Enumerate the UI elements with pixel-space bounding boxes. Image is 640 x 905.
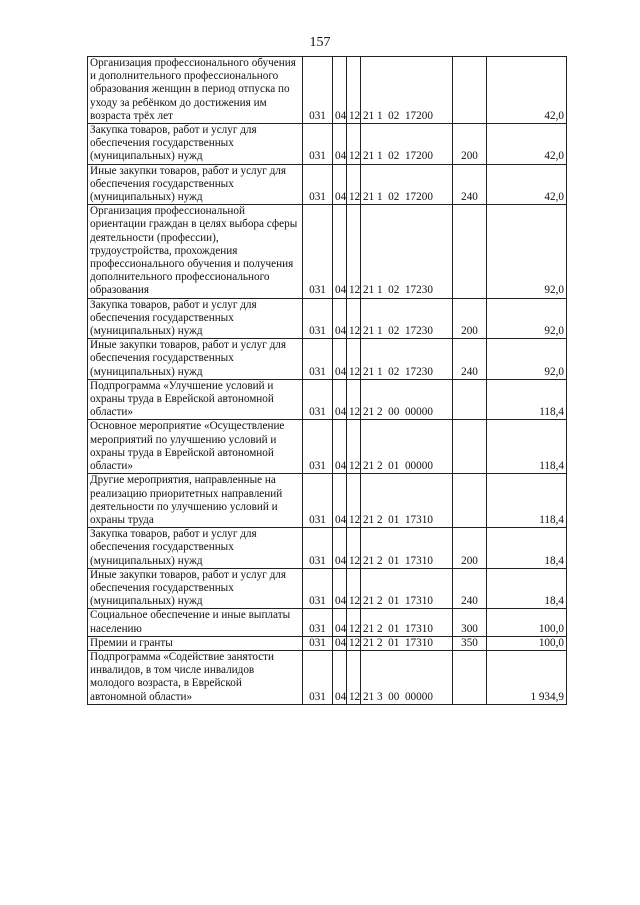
row-name: Подпрограмма «Содействие занятости инвалидов, в том числе инвалидов молодого возраста, в Еврейской автономной области»	[88, 650, 303, 704]
section-code: 04	[333, 650, 347, 704]
subsection-code: 12	[347, 609, 361, 636]
amount: 100,0	[487, 636, 567, 650]
expense-type-code	[453, 474, 487, 528]
budget-table	[87, 56, 567, 705]
subsection-code: 12	[347, 57, 361, 124]
target-article-code: 21 2 01 17310	[361, 528, 453, 569]
amount: 18,4	[487, 528, 567, 569]
subsection-code: 12	[347, 164, 361, 205]
subsection-code: 12	[347, 568, 361, 609]
row-name: Иные закупки товаров, работ и услуг для обеспечения государственных (муниципальных) нужд	[88, 339, 303, 380]
target-article-code: 21 2 01 17310	[361, 636, 453, 650]
expense-type-code	[453, 379, 487, 420]
target-article-code: 21 1 02 17230	[361, 298, 453, 339]
row-name: Премии и гранты	[88, 636, 303, 650]
row-name: Закупка товаров, работ и услуг для обеспечения государственных (муниципальных) нужд	[88, 298, 303, 339]
admin-code: 031	[303, 57, 333, 124]
expense-type-code	[453, 205, 487, 298]
table-row	[88, 379, 567, 420]
table-row	[88, 298, 567, 339]
admin-code: 031	[303, 528, 333, 569]
amount: 92,0	[487, 298, 567, 339]
page-number: 157	[309, 35, 331, 50]
admin-code: 031	[303, 379, 333, 420]
expense-type-code: 240	[453, 568, 487, 609]
amount: 1 934,9	[487, 650, 567, 704]
row-name: Закупка товаров, работ и услуг для обеспечения государственных (муниципальных) нужд	[88, 528, 303, 569]
amount: 118,4	[487, 474, 567, 528]
table-row	[88, 164, 567, 205]
admin-code: 031	[303, 124, 333, 165]
amount: 92,0	[487, 339, 567, 380]
subsection-code: 12	[347, 420, 361, 474]
section-code: 04	[333, 609, 347, 636]
expense-type-code: 350	[453, 636, 487, 650]
section-code: 04	[333, 636, 347, 650]
section-code: 04	[333, 420, 347, 474]
row-name: Закупка товаров, работ и услуг для обеспечения государственных (муниципальных) нужд	[88, 124, 303, 165]
expense-type-code: 200	[453, 298, 487, 339]
target-article-code: 21 3 00 00000	[361, 650, 453, 704]
expense-type-code	[453, 420, 487, 474]
subsection-code: 12	[347, 124, 361, 165]
target-article-code: 21 2 00 00000	[361, 379, 453, 420]
amount: 18,4	[487, 568, 567, 609]
admin-code: 031	[303, 164, 333, 205]
row-name: Организация профессионального обучения и дополнительного профессионального образования женщин в период отпуска по уходу за ребёнком до достижения им возраста трёх лет	[88, 57, 303, 124]
amount: 42,0	[487, 164, 567, 205]
amount: 42,0	[487, 57, 567, 124]
admin-code: 031	[303, 609, 333, 636]
section-code: 04	[333, 339, 347, 380]
amount: 42,0	[487, 124, 567, 165]
row-name: Другие мероприятия, направленные на реализацию приоритетных направлений деятельности по улучшению условий и охраны труда	[88, 474, 303, 528]
section-code: 04	[333, 379, 347, 420]
subsection-code: 12	[347, 379, 361, 420]
table-row	[88, 474, 567, 528]
subsection-code: 12	[347, 298, 361, 339]
table-row	[88, 339, 567, 380]
section-code: 04	[333, 57, 347, 124]
target-article-code: 21 1 02 17200	[361, 164, 453, 205]
section-code: 04	[333, 474, 347, 528]
admin-code: 031	[303, 298, 333, 339]
table-row	[88, 568, 567, 609]
admin-code: 031	[303, 339, 333, 380]
amount: 100,0	[487, 609, 567, 636]
target-article-code: 21 1 02 17200	[361, 57, 453, 124]
target-article-code: 21 1 02 17230	[361, 339, 453, 380]
section-code: 04	[333, 568, 347, 609]
table-row	[88, 57, 567, 124]
subsection-code: 12	[347, 650, 361, 704]
expense-type-code: 300	[453, 609, 487, 636]
target-article-code: 21 2 01 17310	[361, 474, 453, 528]
row-name: Социальное обеспечение и иные выплаты населению	[88, 609, 303, 636]
amount: 118,4	[487, 379, 567, 420]
admin-code: 031	[303, 474, 333, 528]
row-name: Организация профессиональной ориентации граждан в целях выбора сферы деятельности (профессии), трудоустройства, прохождения профессионального обучения и получения дополнительного профессионального образования	[88, 205, 303, 298]
amount: 118,4	[487, 420, 567, 474]
admin-code: 031	[303, 420, 333, 474]
section-code: 04	[333, 124, 347, 165]
section-code: 04	[333, 528, 347, 569]
section-code: 04	[333, 298, 347, 339]
table-row	[88, 420, 567, 474]
row-name: Иные закупки товаров, работ и услуг для обеспечения государственных (муниципальных) нужд	[88, 568, 303, 609]
subsection-code: 12	[347, 528, 361, 569]
table-row	[88, 650, 567, 704]
admin-code: 031	[303, 650, 333, 704]
target-article-code: 21 2 01 17310	[361, 568, 453, 609]
section-code: 04	[333, 164, 347, 205]
table-row	[88, 124, 567, 165]
row-name: Подпрограмма «Улучшение условий и охраны труда в Еврейской автономной области»	[88, 379, 303, 420]
expense-type-code: 200	[453, 528, 487, 569]
expense-type-code: 240	[453, 164, 487, 205]
row-name: Основное мероприятие «Осуществление мероприятий по улучшению условий и охраны труда в Еврейской автономной области»	[88, 420, 303, 474]
target-article-code: 21 1 02 17200	[361, 124, 453, 165]
expense-type-code: 240	[453, 339, 487, 380]
row-name: Иные закупки товаров, работ и услуг для обеспечения государственных (муниципальных) нужд	[88, 164, 303, 205]
amount: 92,0	[487, 205, 567, 298]
expense-type-code	[453, 650, 487, 704]
table-body	[88, 57, 567, 705]
table-row	[88, 609, 567, 636]
admin-code: 031	[303, 568, 333, 609]
admin-code: 031	[303, 205, 333, 298]
subsection-code: 12	[347, 205, 361, 298]
subsection-code: 12	[347, 474, 361, 528]
admin-code: 031	[303, 636, 333, 650]
subsection-code: 12	[347, 339, 361, 380]
table-row	[88, 636, 567, 650]
table-row	[88, 528, 567, 569]
target-article-code: 21 1 02 17230	[361, 205, 453, 298]
section-code: 04	[333, 205, 347, 298]
target-article-code: 21 2 01 00000	[361, 420, 453, 474]
expense-type-code	[453, 57, 487, 124]
target-article-code: 21 2 01 17310	[361, 609, 453, 636]
expense-type-code: 200	[453, 124, 487, 165]
subsection-code: 12	[347, 636, 361, 650]
table-row	[88, 205, 567, 298]
